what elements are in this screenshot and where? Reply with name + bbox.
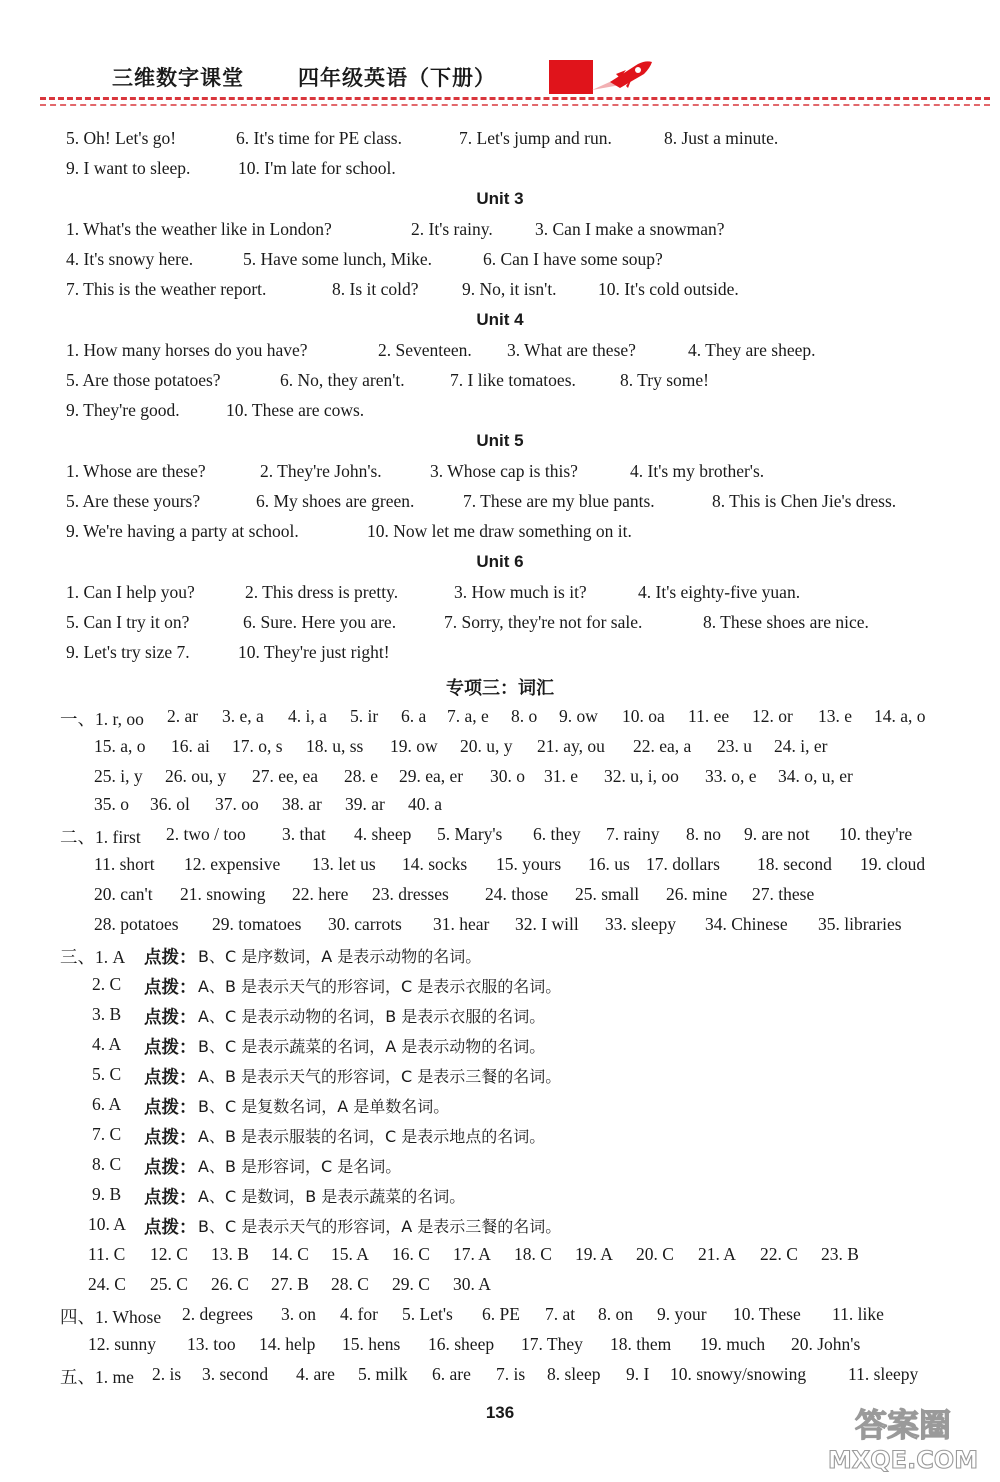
answer-item: 15. yours	[496, 854, 562, 874]
book-title: 四年级英语（下册）	[298, 66, 496, 90]
answer-item: 4. It's my brother's.	[630, 461, 765, 481]
answer-item: 13. too	[187, 1334, 236, 1354]
vocab-part4-row2	[0, 1334, 1000, 1362]
watermark-line2: MXQE.COM	[827, 1446, 979, 1474]
answer-item: 2. This dress is pretty.	[245, 582, 399, 602]
answer-number: 8. C	[92, 1154, 122, 1174]
answer-item: 5. Are these yours?	[66, 491, 201, 511]
answer-item: 四、1. Whose	[60, 1307, 162, 1327]
answer-item: 6. PE	[482, 1304, 520, 1324]
answer-item: 10. These are cows.	[226, 400, 365, 420]
answer-item: 26. ou, y	[165, 766, 227, 786]
unit3-row2	[0, 249, 1000, 277]
answer-item: 33. sleepy	[605, 914, 676, 934]
tip-text: A、B 是表示天气的形容词，C 是表示衣服的名词。	[198, 977, 562, 996]
answer-item: 3. Whose cap is this?	[430, 461, 578, 481]
answer-item: 19. cloud	[860, 854, 926, 874]
vocab-part3-item	[0, 944, 1000, 972]
answer-item: 10. These	[733, 1304, 801, 1324]
vocab-part2-row3	[0, 884, 1000, 912]
answer-item: 2. It's rainy.	[411, 219, 493, 239]
answer-item: 3. How much is it?	[454, 582, 587, 602]
vocab-part3-item	[0, 1094, 1000, 1122]
vocab-part4-row1	[0, 1304, 1000, 1332]
answer-item: 6. they	[533, 824, 581, 844]
answer-item: 23. dresses	[372, 884, 449, 904]
answer-item: 2. two / too	[166, 824, 246, 844]
vocab-part3-item	[0, 1004, 1000, 1032]
answer-item: 4. sheep	[354, 824, 412, 844]
answer-item: 5. milk	[358, 1364, 408, 1384]
answer-item: 26. mine	[666, 884, 728, 904]
answer-item: 12. C	[150, 1244, 188, 1264]
answer-item: 21. A	[698, 1244, 736, 1264]
answer-number: 三、1. A	[60, 947, 126, 967]
answer-item: 7. These are my blue pants.	[463, 491, 655, 511]
answer-item: 31. hear	[433, 914, 490, 934]
answer-item: 22. ea, a	[633, 736, 692, 756]
answer-item: 9. I	[626, 1364, 650, 1384]
answer-item: 10. oa	[622, 706, 665, 726]
answer-item: 4. It's snowy here.	[66, 249, 194, 269]
header-divider-secondary	[40, 104, 990, 106]
tip-text: B、C 是序数词，A 是表示动物的名词。	[198, 947, 482, 966]
answer-item: 15. hens	[342, 1334, 401, 1354]
answer-item: 10. they're	[839, 824, 913, 844]
answer-item: 9. ow	[559, 706, 598, 726]
answer-item: 16. us	[588, 854, 630, 874]
answer-item: 39. ar	[345, 794, 385, 814]
vocab-part2-row4	[0, 914, 1000, 942]
answer-item: 11. like	[832, 1304, 884, 1324]
answer-item: 32. u, i, oo	[604, 766, 679, 786]
vocab-section-title: 专项三：词汇	[446, 678, 554, 699]
tip-label: 点拨：	[144, 1218, 197, 1238]
answer-item: 9. They're good.	[66, 400, 180, 420]
answer-number: 2. C	[92, 974, 122, 994]
answer-item: 30. carrots	[328, 914, 402, 934]
answer-item: 18. them	[610, 1334, 672, 1354]
answer-number: 3. B	[92, 1004, 122, 1024]
answer-item: 5. Oh! Let's go!	[66, 128, 177, 148]
answer-number: 6. A	[92, 1094, 122, 1114]
answer-item: 7. a, e	[447, 706, 489, 726]
tip-label: 点拨：	[144, 978, 197, 998]
page-header	[0, 0, 1000, 110]
answer-item: 13. e	[818, 706, 853, 726]
unit2-row2	[0, 158, 1000, 186]
answer-item: 17. A	[453, 1244, 491, 1264]
answer-item: 7. rainy	[606, 824, 660, 844]
unit6-row1	[0, 582, 1000, 610]
unit2-row1	[0, 128, 1000, 156]
vocab-part5-row1	[0, 1364, 1000, 1392]
answer-item: 7. Sorry, they're not for sale.	[444, 612, 643, 632]
answer-item: 10. It's cold outside.	[598, 279, 739, 299]
answer-item: 20. can't	[94, 884, 153, 904]
answer-item: 12. sunny	[88, 1334, 157, 1354]
answer-item: 16. C	[392, 1244, 430, 1264]
vocab-part1-row4	[0, 794, 1000, 822]
answer-item: 1. What's the weather like in London?	[66, 219, 332, 239]
answer-item: 6. Can I have some soup?	[483, 249, 663, 269]
vocab-part2-row2	[0, 854, 1000, 882]
answer-item: 4. They are sheep.	[688, 340, 816, 360]
answer-item: 28. e	[344, 766, 379, 786]
answer-item: 8. Try some!	[620, 370, 709, 390]
answer-item: 8. no	[686, 824, 721, 844]
header-divider	[40, 97, 990, 100]
answer-item: 37. oo	[215, 794, 259, 814]
answer-item: 6. My shoes are green.	[256, 491, 415, 511]
answer-item: 3. What are these?	[507, 340, 636, 360]
answer-item: 5. Let's	[402, 1304, 453, 1324]
answer-item: 16. sheep	[428, 1334, 495, 1354]
answer-item: 25. C	[150, 1274, 188, 1294]
answer-item: 19. ow	[390, 736, 438, 756]
answer-item: 2. ar	[167, 706, 199, 726]
vocab-part3-item	[0, 1064, 1000, 1092]
tip-text: A、C 是表示动物的名词，B 是表示衣服的名词。	[198, 1007, 546, 1026]
answer-item: 11. C	[88, 1244, 126, 1264]
unit3-row3	[0, 279, 1000, 307]
watermark-line1: 答案圈	[854, 1406, 952, 1444]
answer-item: 1. Can I help you?	[66, 582, 195, 602]
tip-text: A、B 是表示天气的形容词，C 是表示三餐的名词。	[198, 1067, 562, 1086]
answer-item: 1. Whose are these?	[66, 461, 206, 481]
answer-item: 2. They're John's.	[260, 461, 382, 481]
tip-text: B、C 是表示蔬菜的名词，A 是表示动物的名词。	[198, 1037, 546, 1056]
answer-item: 7. at	[545, 1304, 576, 1324]
answer-item: 21. ay, ou	[537, 736, 605, 756]
tip-label: 点拨：	[144, 1008, 197, 1028]
answer-item: 12. expensive	[184, 854, 281, 874]
answer-item: 25. small	[575, 884, 640, 904]
answer-number: 9. B	[92, 1184, 122, 1204]
answer-item: 25. i, y	[94, 766, 143, 786]
tip-label: 点拨：	[144, 1188, 197, 1208]
answer-item: 14. help	[259, 1334, 316, 1354]
answer-item: 7. This is the weather report.	[66, 279, 267, 299]
answer-item: 8. These shoes are nice.	[703, 612, 869, 632]
answer-item: 29. tomatoes	[212, 914, 302, 934]
answer-item: 8. Is it cold?	[332, 279, 419, 299]
vocab-part3-item	[0, 1154, 1000, 1182]
answer-item: 9. No, it isn't.	[462, 279, 557, 299]
answer-item: 22. here	[292, 884, 349, 904]
answer-item: 28. potatoes	[94, 914, 179, 934]
vocab-part3-item	[0, 1034, 1000, 1062]
answer-item: 10. Now let me draw something on it.	[367, 521, 632, 541]
answer-item: 34. o, u, er	[778, 766, 853, 786]
answer-item: 28. C	[331, 1274, 369, 1294]
answer-item: 14. a, o	[874, 706, 926, 726]
vocab-part3-row24	[0, 1274, 1000, 1302]
unit5-row1	[0, 461, 1000, 489]
answer-item: 8. on	[598, 1304, 633, 1324]
unit6-row2	[0, 612, 1000, 640]
answer-item: 18. second	[757, 854, 832, 874]
answer-item: 9. are not	[744, 824, 810, 844]
answer-item: 30. A	[453, 1274, 491, 1294]
unit5-row3	[0, 521, 1000, 549]
answer-item: 5. ir	[350, 706, 379, 726]
answer-item: 7. I like tomatoes.	[450, 370, 576, 390]
answer-item: 27. these	[752, 884, 815, 904]
answer-item: 8. o	[511, 706, 538, 726]
tip-label: 点拨：	[144, 1038, 197, 1058]
answer-item: 19. much	[700, 1334, 766, 1354]
answer-item: 20. John's	[791, 1334, 861, 1354]
answer-item: 4. for	[340, 1304, 378, 1324]
answer-item: 27. B	[271, 1274, 309, 1294]
tip-text: A、B 是表示服装的名词，C 是表示地点的名词。	[198, 1127, 546, 1146]
answer-item: 6. No, they aren't.	[280, 370, 405, 390]
answer-item: 19. A	[575, 1244, 613, 1264]
answer-item: 16. ai	[171, 736, 210, 756]
answer-item: 10. I'm late for school.	[238, 158, 396, 178]
answer-item: 1. How many horses do you have?	[66, 340, 308, 360]
answer-item: 18. u, ss	[306, 736, 364, 756]
tip-text: B、C 是复数名词，A 是单数名词。	[198, 1097, 450, 1116]
answer-item: 5. Have some lunch, Mike.	[243, 249, 433, 269]
answer-number: 7. C	[92, 1124, 122, 1144]
vocab-part3-item	[0, 1184, 1000, 1212]
answer-item: 10. snowy/snowing	[670, 1364, 807, 1384]
answer-item: 24. i, er	[774, 736, 828, 756]
answer-item: 26. C	[211, 1274, 249, 1294]
answer-item: 35. o	[94, 794, 129, 814]
vocab-part2-row1	[0, 824, 1000, 852]
vocab-part1-row2	[0, 736, 1000, 764]
answer-item: 20. C	[636, 1244, 674, 1264]
answer-item: 11. ee	[688, 706, 730, 726]
answer-item: 29. C	[392, 1274, 430, 1294]
answer-item: 3. Can I make a snowman?	[535, 219, 725, 239]
answer-item: 二、1. first	[60, 827, 141, 847]
answer-item: 23. B	[821, 1244, 859, 1264]
answer-item: 3. that	[282, 824, 326, 844]
unit3-row1	[0, 219, 1000, 247]
answer-item: 6. a	[401, 706, 427, 726]
answer-item: 8. This is Chen Jie's dress.	[712, 491, 897, 511]
tip-text: A、B 是形容词，C 是名词。	[198, 1157, 402, 1176]
answer-item: 30. o	[490, 766, 525, 786]
answer-item: 20. u, y	[460, 736, 513, 756]
answer-item: 5. Are those potatoes?	[66, 370, 221, 390]
answer-item: 38. ar	[282, 794, 322, 814]
answer-item: 6. are	[432, 1364, 471, 1384]
answer-item: 8. Just a minute.	[664, 128, 779, 148]
answer-item: 21. snowing	[180, 884, 266, 904]
answer-item: 15. A	[331, 1244, 369, 1264]
vocab-part1-row1	[0, 706, 1000, 734]
answer-item: 7. is	[496, 1364, 526, 1384]
answer-item: 4. i, a	[288, 706, 327, 726]
answer-item: 23. u	[717, 736, 752, 756]
unit3-heading: Unit 3	[476, 189, 524, 208]
answer-item: 31. e	[544, 766, 579, 786]
tip-label: 点拨：	[144, 948, 197, 968]
answer-item: 5. Can I try it on?	[66, 612, 190, 632]
answer-number: 4. A	[92, 1034, 122, 1054]
page-number: 136	[485, 1403, 515, 1422]
tip-label: 点拨：	[144, 1098, 197, 1118]
answer-item: 33. o, e	[705, 766, 757, 786]
unit4-row1	[0, 340, 1000, 368]
answer-item: 3. e, a	[222, 706, 264, 726]
answer-item: 6. It's time for PE class.	[236, 128, 402, 148]
unit6-heading: Unit 6	[476, 552, 524, 571]
answer-item: 14. C	[271, 1244, 309, 1264]
tip-label: 点拨：	[144, 1128, 197, 1148]
vocab-part3-item	[0, 1214, 1000, 1242]
answer-item: 17. o, s	[232, 736, 283, 756]
answer-item: 2. Seventeen.	[378, 340, 472, 360]
answer-item: 8. sleep	[547, 1364, 601, 1384]
unit6-row3	[0, 642, 1000, 670]
answer-item: 36. ol	[150, 794, 190, 814]
answer-item: 4. are	[296, 1364, 335, 1384]
rocket-icon	[586, 54, 656, 94]
answer-item: 40. a	[408, 794, 443, 814]
vocab-part3-item	[0, 1124, 1000, 1152]
answer-item: 4. It's eighty-five yuan.	[638, 582, 801, 602]
answer-item: 9. Let's try size 7.	[66, 642, 190, 662]
watermark-logo	[818, 1398, 988, 1476]
unit4-row2	[0, 370, 1000, 398]
answer-item: 22. C	[760, 1244, 798, 1264]
answer-item: 10. They're just right!	[238, 642, 390, 662]
answer-item: 5. Mary's	[437, 824, 503, 844]
answer-item: 五、1. me	[60, 1367, 134, 1387]
unit5-row2	[0, 491, 1000, 519]
answer-item: 14. socks	[402, 854, 468, 874]
answer-item: 2. degrees	[182, 1304, 253, 1324]
answer-item: 15. a, o	[94, 736, 146, 756]
answer-item: 9. I want to sleep.	[66, 158, 191, 178]
answer-item: 2. is	[152, 1364, 182, 1384]
answer-item: 12. or	[752, 706, 793, 726]
unit4-heading: Unit 4	[476, 310, 524, 329]
answer-item: 35. libraries	[818, 914, 902, 934]
tip-text: A、C 是数词，B 是表示蔬菜的名词。	[198, 1187, 466, 1206]
answer-item: 29. ea, er	[399, 766, 464, 786]
answer-item: 27. ee, ea	[252, 766, 319, 786]
answer-item: 24. C	[88, 1274, 126, 1294]
answer-item: 3. second	[202, 1364, 269, 1384]
answer-item: 18. C	[514, 1244, 552, 1264]
answer-item: 9. your	[657, 1304, 707, 1324]
unit5-heading: Unit 5	[476, 431, 524, 450]
vocab-part3-row11	[0, 1244, 1000, 1272]
answer-item: 24. those	[485, 884, 549, 904]
answer-item: 3. on	[281, 1304, 316, 1324]
unit4-row3	[0, 400, 1000, 428]
answer-item: 32. I will	[515, 914, 579, 934]
answer-item: 17. They	[521, 1334, 583, 1354]
answer-number: 10. A	[88, 1214, 126, 1234]
answer-item: 11. sleepy	[848, 1364, 919, 1384]
vocab-part1-row3	[0, 766, 1000, 794]
answer-number: 5. C	[92, 1064, 122, 1084]
answer-item: 13. let us	[312, 854, 376, 874]
tip-label: 点拨：	[144, 1068, 197, 1088]
answer-item: 17. dollars	[646, 854, 720, 874]
answer-item: 6. Sure. Here you are.	[243, 612, 397, 632]
answer-item: 13. B	[211, 1244, 249, 1264]
answer-item: 一、1. r, oo	[60, 709, 144, 729]
answer-item: 9. We're having a party at school.	[66, 521, 299, 541]
answer-item: 11. short	[94, 854, 155, 874]
tip-text: B、C 是表示天气的形容词，A 是表示三餐的名词。	[198, 1217, 562, 1236]
answer-item: 34. Chinese	[705, 914, 788, 934]
tip-label: 点拨：	[144, 1158, 197, 1178]
vocab-part3-item	[0, 974, 1000, 1002]
series-title: 三维数字课堂	[112, 66, 244, 90]
answer-item: 7. Let's jump and run.	[459, 128, 612, 148]
